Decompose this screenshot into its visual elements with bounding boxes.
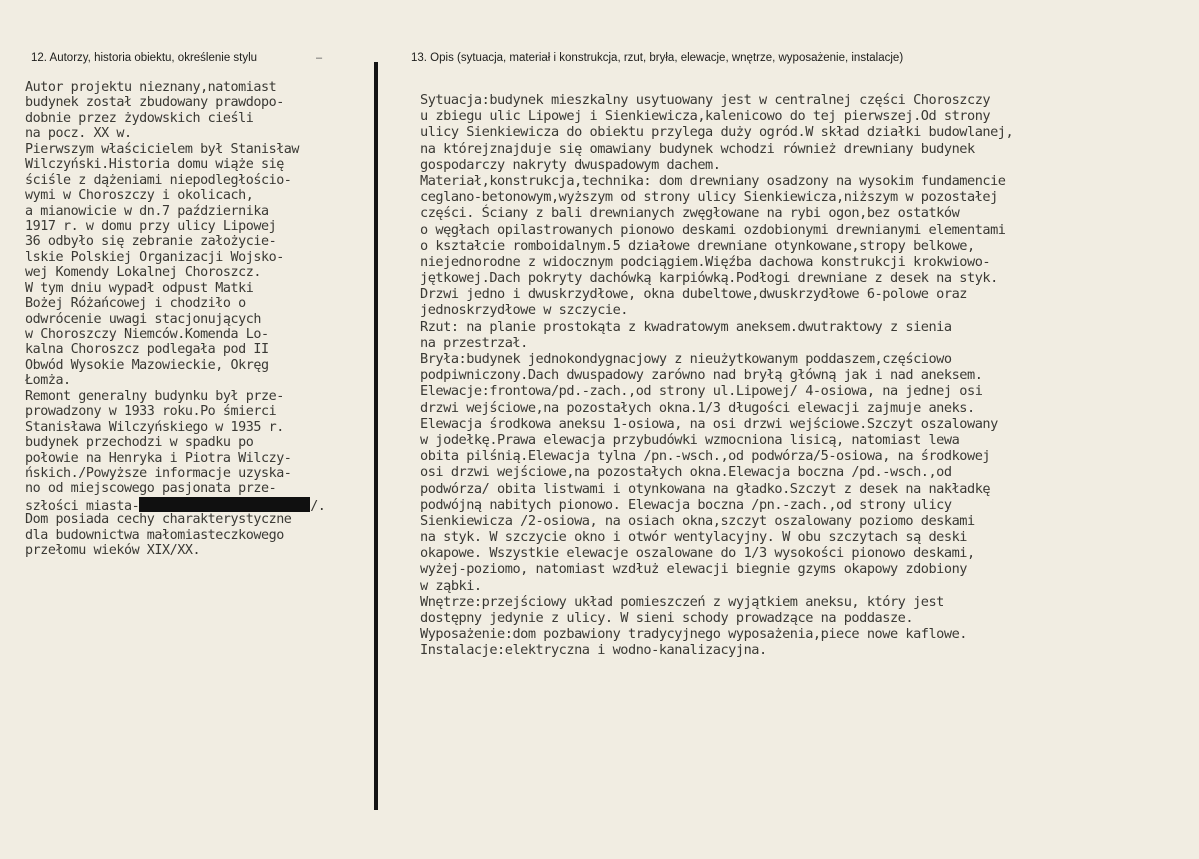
history-line: 36 odbyło się zebranie założycie- xyxy=(25,234,277,250)
description-line: Wnętrze:przejściowy układ pomieszczeń z wyjątkiem aneksu, który jest xyxy=(420,593,944,610)
history-line: Bożej Różańcowej i chodziło o xyxy=(25,296,246,312)
description-line: ceglano-betonowym,wyższym od strony ulicy Sienkiewicza,niższym w pozostałej xyxy=(420,189,998,206)
history-line: Remont generalny budynku był prze- xyxy=(25,388,284,404)
column-divider xyxy=(374,62,378,810)
history-line: kalna Choroszcz podlegała pod II xyxy=(25,342,269,358)
description-line: o kształcie romboidalnym.5 działowe drewniane otynkowane,stropy belkowe, xyxy=(420,237,975,254)
description-line: jętkowej.Dach pokryty dachówką karpiówką.Podłogi drewniane z desek na styk. xyxy=(420,270,998,287)
history-line: przełomu wieków XIX/XX. xyxy=(25,543,201,559)
description-line: Wyposażenie:dom pozbawiony tradycyjnego wyposażenia,piece nowe kaflowe. xyxy=(420,626,967,643)
description-line: na którejznajduje się omawiany budynek wchodzi również drewniany budynek xyxy=(420,140,975,157)
description-line: podwórza/ obita listwami i otynkowana na gładko.Szczyt z desek na nakładkę xyxy=(420,480,991,497)
history-line: Pierwszym właścicielem był Stanisław xyxy=(25,141,300,157)
description-line: Drzwi jedno i dwuskrzydłowe, okna dubeltowe,dwuskrzydłowe 6-polowe oraz xyxy=(420,286,967,303)
description-line: Sienkiewicza /2-osiowa, na osiach okna,szczyt oszalowany poziomo deskami xyxy=(420,512,975,529)
redacted-line-prefix: szłości miasta- xyxy=(25,498,140,514)
redaction-box xyxy=(139,497,310,512)
history-line-redacted xyxy=(25,497,325,512)
description-line: dostępny jedynie z ulicy. W sieni schody prowadzące na poddasze. xyxy=(420,610,914,626)
history-line: ńskich./Powyższe informacje uzyska- xyxy=(25,465,292,481)
history-line: Wilczyński.Historia domu wiąże się xyxy=(25,157,284,173)
description-line: Rzut: na planie prostokąta z kwadratowym aneksem.dwutraktowy z sienia xyxy=(420,318,952,335)
history-line: ściśle z dążeniami niepodległościo- xyxy=(25,172,292,188)
history-line: 1917 r. w domu przy ulicy Lipowej xyxy=(25,218,277,234)
history-line: połowie na Henryka i Piotra Wilczy- xyxy=(25,450,292,466)
description-line: ulicy Sienkiewicza do obiektu przylega duży ogród.W skład działki budowlanej, xyxy=(420,124,1014,141)
description-line: na styk. W szczycie okno i otwór wentylacyjny. W obu szczytach są deski xyxy=(420,529,967,546)
description-text xyxy=(420,92,1013,659)
section-13-heading: 13. Opis (sytuacja, materiał i konstrukcja, rzut, bryła, elewacje, wnętrze, wyposażenie, instalacje) xyxy=(411,52,904,64)
history-text xyxy=(25,80,325,559)
description-line: podpiwniczony.Dach dwuspadowy zarówno nad bryłą główną jak i nad aneksem. xyxy=(420,367,983,384)
description-line: obita pilśnią.Elewacja tylna /pn.-wsch.,od podwórza/5-osiowa, na środkowej xyxy=(420,448,991,465)
history-line: Obwód Wysokie Mazowieckie, Okręg xyxy=(25,357,269,373)
description-line: części. Ściany z bali drewnianych zwęgłowane na rybi ogon,bez ostatków xyxy=(420,205,960,222)
description-line: Bryła:budynek jednokondygnacjowy z nieużytkowanym poddaszem,częściowo xyxy=(420,351,952,367)
history-line: budynek został zbudowany prawdopo- xyxy=(25,95,284,111)
description-line: Elewacja środkowa aneksu 1-osiowa, na osi drzwi wejściowe.Szczyt oszalowany xyxy=(420,415,998,432)
history-line: budynek przechodzi w spadku po xyxy=(25,435,254,451)
description-line: Sytuacja:budynek mieszkalny usytuowany jest w centralnej części Choroszczy xyxy=(420,92,991,108)
history-line: a mianowicie w dn.7 października xyxy=(25,203,269,219)
section-12-heading: 12. Autorzy, historia obiektu, określenie stylu xyxy=(31,52,258,64)
history-line: Stanisława Wilczyńskiego w 1935 r. xyxy=(25,419,284,435)
history-line: Autor projektu nieznany,natomiast xyxy=(25,80,277,95)
history-line: W tym dniu wypadł odpust Matki xyxy=(25,280,254,296)
heading-mark: – xyxy=(316,52,323,64)
history-line: dobnie przez żydowskich cieśli xyxy=(25,110,254,126)
description-line: osi drzwi wejściowe,na pozostałych okna.Elewacja boczna /pd.-wsch.,od xyxy=(420,464,952,481)
description-line: okapowe. Wszystkie elewacje oszalowane do 1/3 wysokości pionowo deskami, xyxy=(420,545,975,562)
description-line: podwójną nabitych pionowo. Elewacja boczna /pn.-zach.,od strony ulicy xyxy=(420,496,952,513)
history-line: wymi w Choroszczy i okolicach, xyxy=(25,188,254,204)
description-line: na przestrzał. xyxy=(420,334,528,351)
history-line: odwrócenie uwagi stacjonujących xyxy=(25,311,261,327)
description-line: wyżej-poziomo, natomiast wzdłuż elewacji biegnie gzyms okapowy zdobiony xyxy=(420,561,967,578)
redacted-line-suffix: /. xyxy=(310,498,326,514)
history-line: prowadzony w 1933 roku.Po śmierci xyxy=(25,404,277,420)
history-line: w Choroszczy Niemców.Komenda Lo- xyxy=(25,327,269,342)
description-line: jednoskrzydłowe w szczycie. xyxy=(420,302,629,319)
history-line: no od miejscowego pasjonata prze- xyxy=(25,481,277,497)
history-line: wej Komendy Lokalnej Choroszcz. xyxy=(25,265,261,281)
history-line: lskie Polskiej Organizacji Wojsko- xyxy=(25,249,284,265)
description-line: u zbiegu ulic Lipowej i Sienkiewicza,kalenicowo do tej pierwszej.Od strony xyxy=(420,108,991,125)
description-line: Materiał,konstrukcja,technika: dom drewniany osadzony na wysokim fundamencie xyxy=(420,172,1006,189)
description-line: gospodarczy nakryty dwuspadowym dachem. xyxy=(420,156,721,173)
description-line: w ząbki. xyxy=(420,577,482,594)
description-line: Elewacje:frontowa/pd.-zach.,od strony ul.Lipowej/ 4-osiowa, na jednej osi xyxy=(420,383,983,400)
history-line: Łomża. xyxy=(25,373,71,389)
description-line: niejednorodne z widocznym podciągiem.Więźba dachowa konstrukcji krokwiowo- xyxy=(420,253,991,270)
history-line: dla budownictwa małomiasteczkowego xyxy=(25,527,284,543)
history-line: na pocz. XX w. xyxy=(25,126,132,142)
description-line: Instalacje:elektryczna i wodno-kanalizacyjna. xyxy=(420,642,767,659)
description-line: drzwi wejściowe,na pozostałych okna.1/3 długości elewacji zajmuje aneks. xyxy=(420,399,975,416)
description-line: o węgłach opilastrowanych pionowo deskami ozdobionymi drewnianymi elementami xyxy=(420,221,1006,238)
history-line: Dom posiada cechy charakterystyczne xyxy=(25,512,292,528)
description-line: w jodełkę.Prawa elewacja przybudówki wzmocniona lisicą, natomiast lewa xyxy=(420,431,960,448)
